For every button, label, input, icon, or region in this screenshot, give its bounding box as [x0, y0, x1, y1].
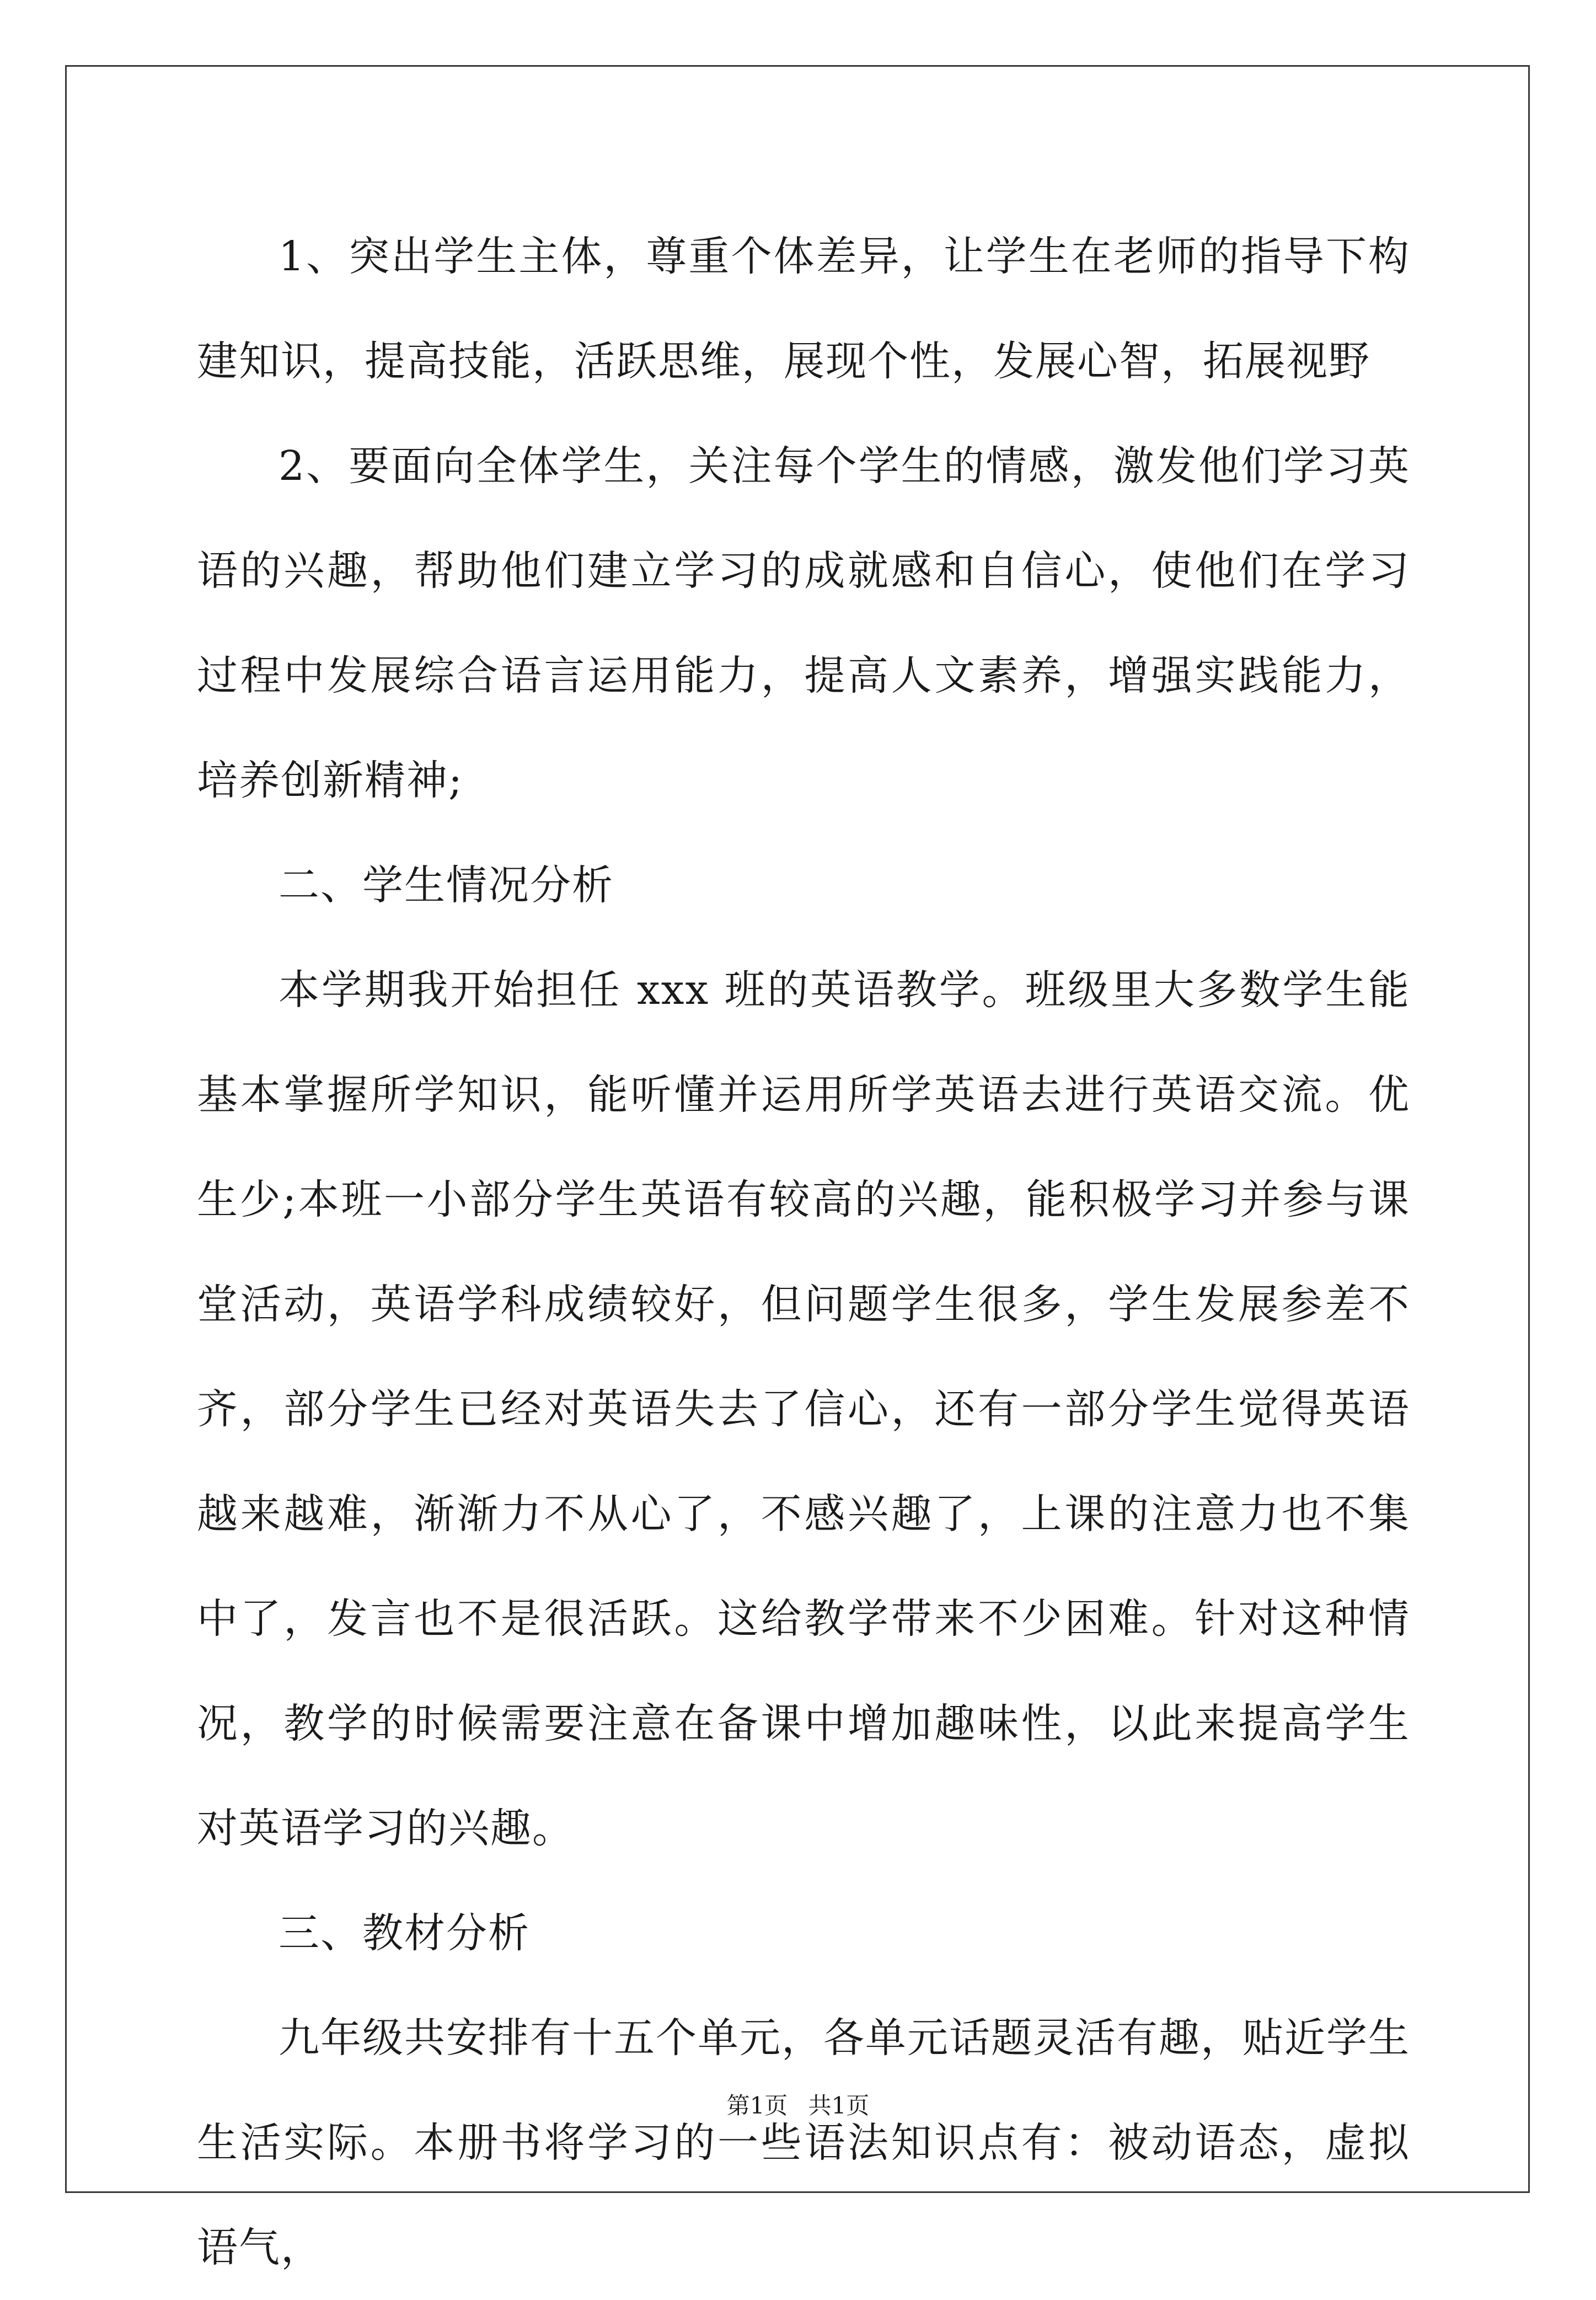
page-number-current: 第1页	[726, 2092, 788, 2119]
paragraph-4: 九年级共安排有十五个单元，各单元话题灵活有趣，贴近学生生活实际。本册书将学习的一些语法知识点有：被动语态，虚拟语气，	[197, 2014, 1410, 2271]
section-heading-3: 三、教材分析	[279, 1909, 530, 1957]
paragraph-1: 1、突出学生主体，尊重个体差异，让学生在老师的指导下构建知识，提高技能，活跃思维，展现个性，发展心智，拓展视野	[197, 233, 1410, 385]
section-heading-2: 二、学生情况分析	[279, 862, 614, 909]
paragraph-3: 本学期我开始担任 xxx 班的英语教学。班级里大多数学生能基本掌握所学知识，能听懂并运用所学英语去进行英语交流。优生少;本班一小部分学生英语有较高的兴趣，能积极学习并参与课堂活动，英语学科成绩较好，但问题学生很多，学生发展参差不齐，部分学生已经对英语失去了信心，还有一部分学生觉得英语越来越难，渐渐力不从心了，不感兴趣了，上课的注意力也不集中了，发言也不是很活跃。这给教学带来不少困难。针对这种情况，教学的时候需要注意在备课中增加趣味性，以此来提高学生对英语学习的兴趣。	[197, 966, 1410, 1852]
document-body	[197, 204, 1410, 2300]
page-number-total: 共1页	[808, 2092, 870, 2119]
page-footer	[0, 2088, 1596, 2121]
paragraph-2: 2、要面向全体学生，关注每个学生的情感，激发他们学习英语的兴趣，帮助他们建立学习的成就感和自信心，使他们在学习过程中发展综合语言运用能力，提高人文素养，增强实践能力，培养创新精神;	[197, 442, 1410, 804]
